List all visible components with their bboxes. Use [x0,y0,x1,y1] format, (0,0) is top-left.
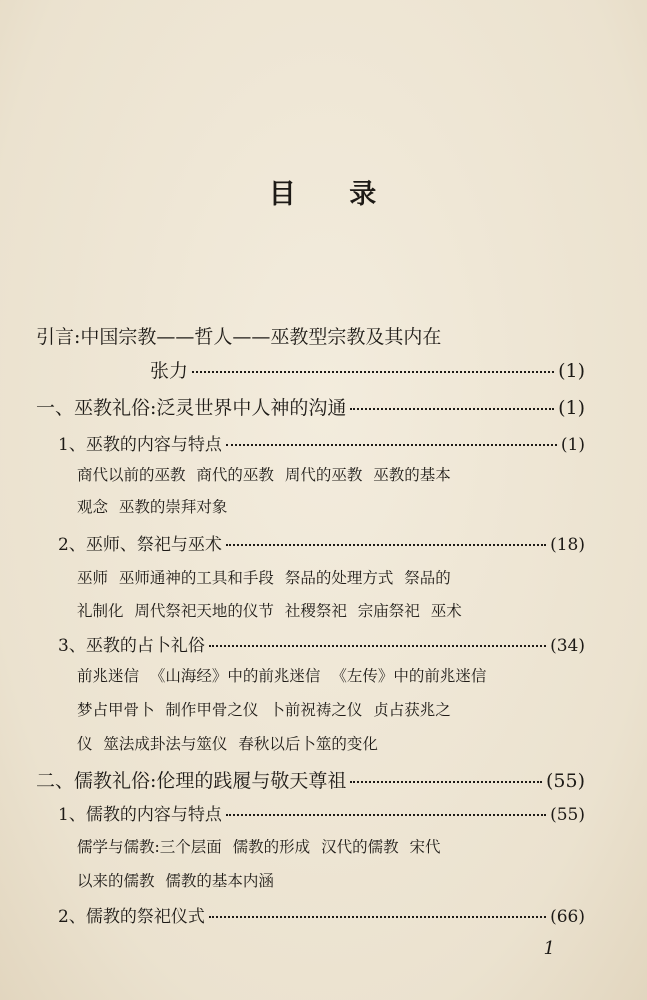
toc-entry-label: 引言:中国宗教——哲人——巫教型宗教及其内在 [36,326,442,348]
toc-entry-label: 张力 [150,360,189,382]
toc-page-number: (1) [558,397,585,419]
toc-entry-label: 一、巫教礼俗:泛灵世界中人神的沟通 [36,397,347,419]
toc-subtopics: 梦占甲骨卜 制作甲骨之仪 卜前祝祷之仪 贞占获兆之 [77,701,451,719]
leader-dots [350,781,542,783]
toc-entry-1-1[interactable] [58,430,585,455]
toc-entry-1-2[interactable] [58,530,585,555]
toc-page-number: (34) [550,636,585,656]
toc-subtopics: 以来的儒教 儒教的基本内涵 [77,872,274,890]
leader-dots [209,645,546,647]
leader-dots [209,916,546,918]
toc-entry-intro-cont[interactable] [150,356,585,383]
toc-subtopics: 巫师 巫师通神的工具和手段 祭品的处理方式 祭品的 [77,569,451,587]
toc-page-number: (1) [558,360,585,382]
toc-entry-2-1[interactable] [58,800,585,825]
toc-entry-intro[interactable] [36,322,585,349]
toc-subtopics: 仪 筮法成卦法与筮仪 春秋以后卜筮的变化 [77,735,378,753]
leader-dots [226,444,557,446]
toc-entry-1-3[interactable] [58,631,585,656]
toc-subtopics: 商代以前的巫教 商代的巫教 周代的巫教 巫教的基本 [77,466,451,484]
toc-entry-label: 3、巫教的占卜礼俗 [58,636,205,656]
toc-page-number: (55) [550,805,585,825]
toc-entry-label: 1、巫教的内容与特点 [58,435,222,455]
leader-dots [226,544,546,546]
toc-entry-part-1[interactable] [36,393,585,420]
toc-entry-part-2[interactable] [36,766,585,793]
toc-entry-label: 二、儒教礼俗:伦理的践履与敬天尊祖 [36,770,347,792]
toc-entry-label: 2、儒教的祭祀仪式 [58,907,205,927]
toc-entry-label: 2、巫师、祭祀与巫术 [58,535,222,555]
toc-page-number: (55) [545,770,585,792]
folio-page-number: 1 [543,938,555,959]
toc-subtopics: 儒学与儒教:三个层面 儒教的形成 汉代的儒教 宋代 [77,838,441,856]
toc-subtopics: 观念 巫教的崇拜对象 [77,498,228,516]
toc-entry-label: 1、儒教的内容与特点 [58,805,222,825]
toc-page-number: (1) [560,435,585,455]
toc-page-number: (66) [550,907,585,927]
toc-subtopics: 前兆迷信 《山海经》中的前兆迷信 《左传》中的前兆迷信 [77,667,487,685]
bleed-through-text [100,55,610,89]
leader-dots [350,408,554,410]
leader-dots [226,814,546,816]
toc-entry-2-2[interactable] [58,902,585,927]
page-title: 目 录 [268,179,399,210]
leader-dots [192,371,554,373]
toc-subtopics: 礼制化 周代祭祀天地的仪节 社稷祭祀 宗庙祭祀 巫术 [77,602,462,620]
toc-page-number: (18) [550,535,585,555]
